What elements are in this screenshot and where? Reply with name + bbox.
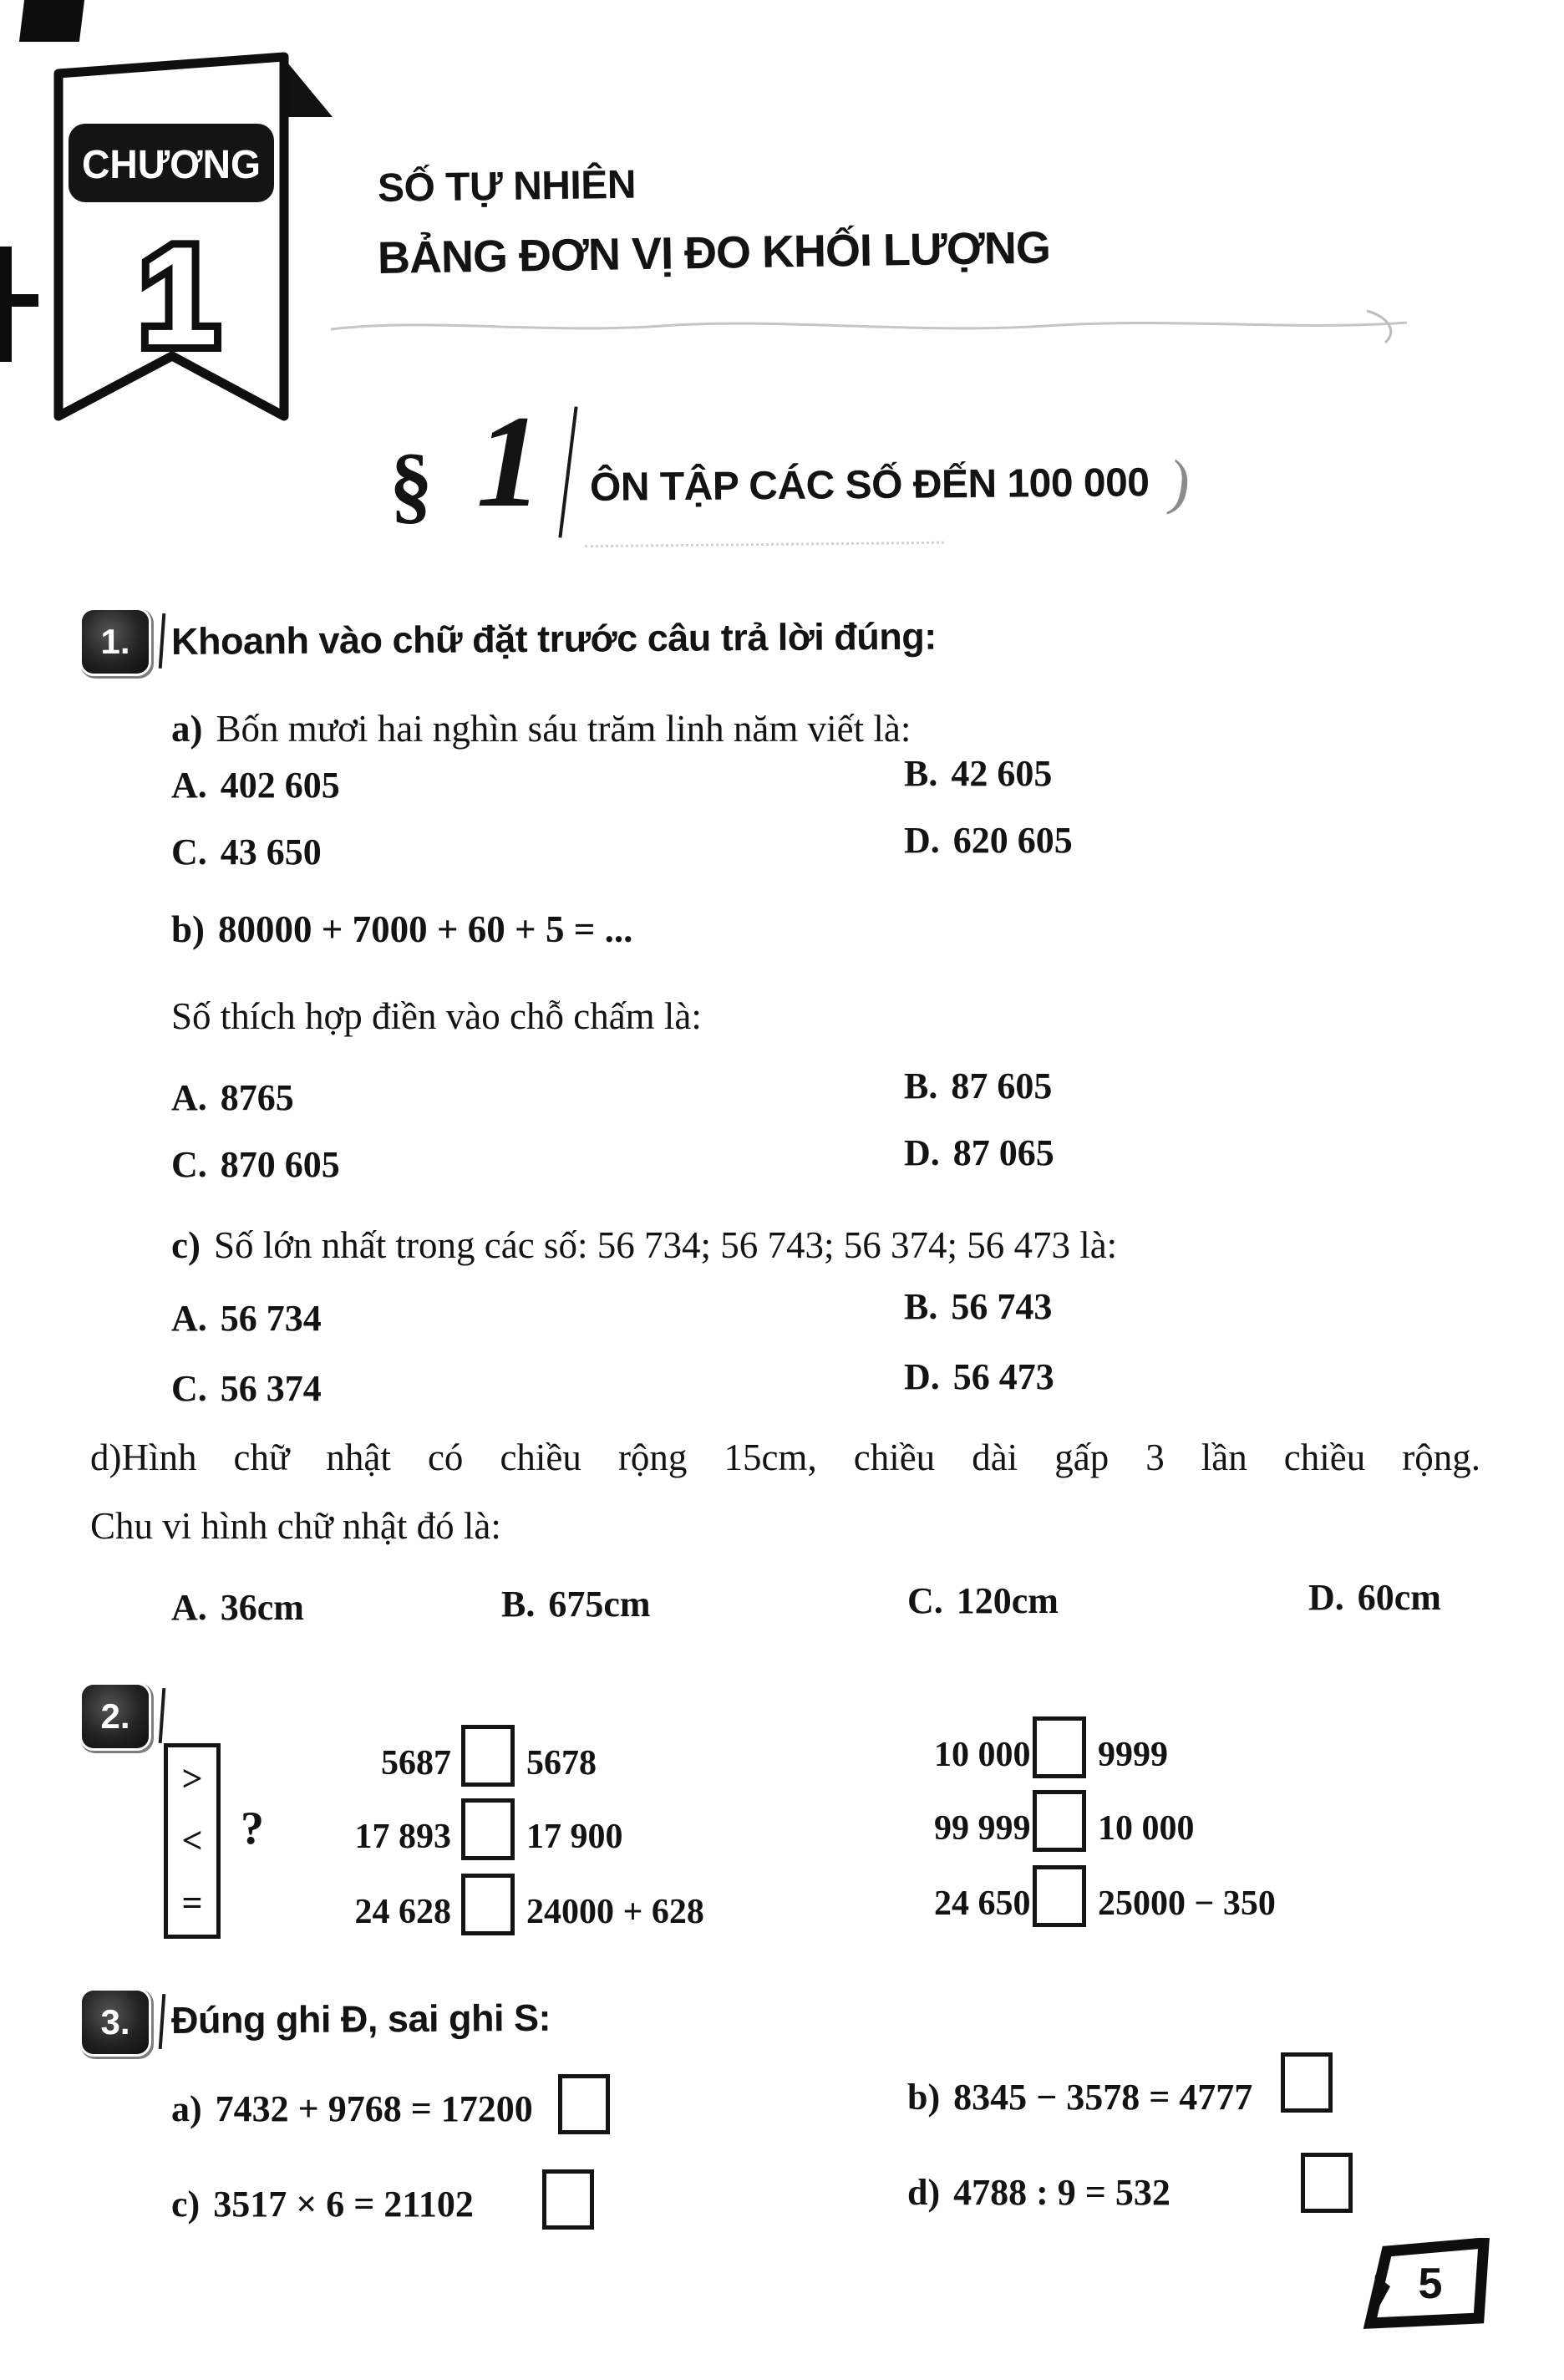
compare-right-value: 9999 [1098,1736,1168,1774]
item-equation: 8345 − 3578 = 4777 [953,2077,1253,2118]
exercise-1-prompt: Khoanh vào chữ đặt trước câu trả lời đúng: [170,614,937,663]
ribbon-fold-icon [284,58,333,117]
scan-artifact [19,0,84,42]
option-a-B[interactable] [904,752,1052,795]
option-value: 8765 [220,1077,294,1118]
option-value: 36cm [220,1587,304,1628]
exercise-1-badge: 1. [82,610,149,674]
section-symbol: § [389,436,433,532]
option-letter: C. [171,1368,207,1409]
compare-answer-box[interactable] [1033,1790,1086,1852]
question-d-text2: Chu vi hình chữ nhật đó là: [90,1505,501,1547]
compare-row [333,1737,597,1790]
option-c-C[interactable] [171,1367,322,1410]
compare-left-value: 24 650 [934,1884,1031,1923]
compare-left-value: 24 628 [354,1893,451,1931]
option-d-D[interactable] [1308,1576,1441,1619]
option-value: 870 605 [220,1144,340,1185]
question-mark: ? [241,1803,264,1854]
equals-sign: = [181,1883,203,1925]
compare-right-value: 10 000 [1098,1809,1195,1848]
item-label: a) [171,2088,202,2130]
option-a-A[interactable] [171,764,340,806]
option-value: 87 605 [951,1065,1053,1106]
comparison-signs-box [164,1743,221,1939]
section-title: ÔN TẬP CÁC SỐ ĐẾN 100 000 [589,460,1150,510]
question-d-label: d) [90,1437,122,1478]
truefalse-item-d [907,2166,1353,2226]
compare-left-value: 99 999 [934,1809,1031,1848]
question-c-text: Số lớn nhất trong các số: 56 734; 56 743; 56 374; 56 473 là: [213,1224,1118,1266]
truefalse-answer-box[interactable] [1301,2153,1353,2213]
compare-answer-box[interactable] [461,1874,515,1935]
compare-right-value: 17 900 [526,1818,623,1856]
truefalse-answer-box[interactable] [1281,2052,1333,2113]
compare-row [333,1885,704,1939]
option-letter: B. [501,1584,536,1625]
option-b-D[interactable] [904,1132,1054,1174]
option-letter: C. [907,1580,943,1621]
rule-line [328,308,1414,344]
less-than-sign: < [181,1820,203,1862]
compare-left-value: 17 893 [354,1818,451,1856]
compare-left-value: 10 000 [934,1736,1031,1774]
compare-row [934,1877,1276,1930]
question-b [171,908,632,951]
compare-answer-box[interactable] [1033,1716,1086,1778]
option-value: 56 734 [220,1298,322,1339]
compare-row [934,1728,1168,1782]
question-b-text: 80000 + 7000 + 60 + 5 = ... [218,908,633,950]
option-letter: A. [171,1077,207,1118]
compare-right-value: 5678 [526,1744,597,1782]
item-label: b) [907,2077,941,2118]
option-letter: B. [904,1286,938,1327]
option-letter: C. [171,1144,207,1185]
option-value: 43 650 [220,831,322,872]
option-b-C[interactable] [171,1143,340,1186]
option-c-B[interactable] [904,1285,1052,1328]
compare-answer-box[interactable] [461,1725,515,1787]
item-label: c) [171,2184,201,2225]
item-label: d) [907,2172,941,2214]
truefalse-item-a [171,2082,610,2143]
question-c [171,1223,1117,1267]
section-number-slash [558,406,577,537]
page-number-badge [1362,2238,1492,2334]
option-c-A[interactable] [171,1297,322,1340]
question-d-text1: Hình chữ nhật có chiều rộng 15cm, chiều dài gấp 3 lần chiều rộng. [121,1437,1480,1478]
option-letter: D. [904,1356,940,1397]
option-c-D[interactable] [904,1355,1054,1398]
rule-line [585,542,944,548]
exercise-3-prompt: Đúng ghi Đ, sai ghi S: [170,1996,551,2042]
scan-artifact [0,294,38,307]
item-equation: 3517 × 6 = 21102 [213,2184,474,2225]
option-letter: C. [171,831,207,872]
option-value: 120cm [956,1580,1059,1621]
truefalse-answer-box[interactable] [542,2169,594,2230]
compare-answer-box[interactable] [461,1798,515,1860]
option-d-A[interactable] [171,1586,304,1629]
truefalse-item-b [907,2071,1333,2131]
option-letter: D. [904,1132,940,1173]
truefalse-item-c [171,2178,594,2238]
exercise-2-badge: 2. [82,1685,149,1748]
compare-row [934,1802,1195,1855]
chapter-badge [45,42,336,430]
item-equation: 4788 : 9 = 532 [953,2172,1170,2214]
question-a [171,707,911,750]
chapter-badge-number: 1 [140,217,218,374]
bracket-artifact: ) [1164,447,1196,519]
option-value: 87 065 [952,1132,1054,1173]
option-d-C[interactable] [907,1579,1059,1622]
compare-answer-box[interactable] [1033,1865,1086,1927]
question-d [90,1436,1480,1479]
option-b-A[interactable] [171,1076,294,1119]
option-letter: A. [171,1587,207,1628]
option-value: 675cm [548,1584,651,1625]
option-letter: B. [904,1065,938,1106]
item-equation: 7432 + 9768 = 17200 [215,2088,533,2130]
option-letter: A. [171,765,207,806]
option-value: 402 605 [220,765,340,806]
option-value: 60cm [1357,1577,1441,1618]
chapter-badge-label: CHƯƠNG [82,143,261,187]
option-letter: B. [904,753,938,794]
section-number: 1 [476,389,542,535]
compare-right-value: 24000 + 628 [526,1893,704,1931]
question-a-text: Bốn mươi hai nghìn sáu trăm linh năm viết là: [216,708,911,750]
option-b-B[interactable] [904,1065,1052,1107]
chapter-title-line2: BẢNG ĐƠN VỊ ĐO KHỐI LƯỢNG [377,222,1051,283]
question-b-note: Số thích hợp điền vào chỗ chấm là: [171,995,702,1037]
option-d-B[interactable] [501,1583,651,1625]
compare-left-value: 5687 [381,1744,451,1782]
option-value: 620 605 [952,820,1073,861]
compare-right-value: 25000 − 350 [1098,1884,1276,1923]
option-a-C[interactable] [171,831,322,873]
question-a-label: a) [171,708,203,750]
option-value: 56 743 [951,1286,1053,1327]
chapter-title-line1: SỐ TỰ NHIÊN [377,162,637,211]
page-number: 5 [1418,2260,1443,2308]
greater-than-sign: > [181,1757,203,1799]
option-letter: D. [904,820,940,861]
truefalse-answer-box[interactable] [558,2074,610,2134]
option-a-D[interactable] [904,819,1073,862]
question-c-label: c) [171,1224,201,1266]
option-value: 56 374 [220,1368,322,1409]
option-letter: A. [171,1298,207,1339]
option-value: 56 473 [952,1356,1054,1397]
compare-row [333,1810,623,1864]
option-value: 42 605 [951,753,1053,794]
question-b-label: b) [171,908,206,950]
option-letter: D. [1308,1577,1344,1618]
exercise-3-badge: 3. [82,1991,149,2054]
